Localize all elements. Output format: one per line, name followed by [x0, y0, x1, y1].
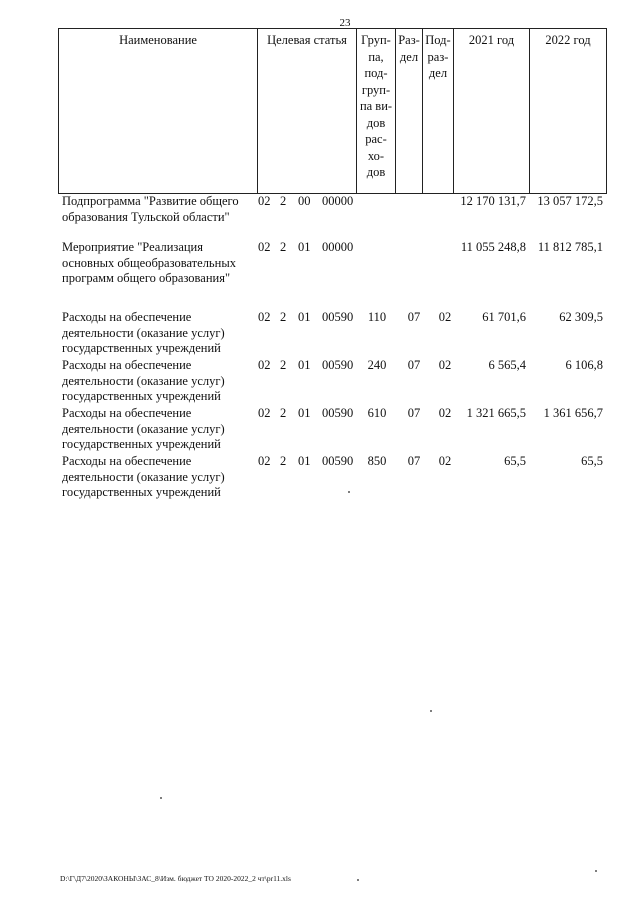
cell-direction: 00000 — [322, 194, 354, 208]
scan-speck — [348, 491, 350, 493]
header-subsection: Под- раз- дел — [423, 29, 454, 194]
cell-program: 02 — [258, 310, 271, 324]
table-body — [62, 194, 622, 502]
cell-2022: 13 057 172,5 — [537, 194, 603, 208]
header-name: Наименование — [59, 29, 258, 194]
cell-section: 07 — [407, 358, 421, 372]
cell-2021: 61 701,6 — [482, 310, 526, 324]
cell-program: 02 — [258, 454, 271, 468]
cell-2022: 65,5 — [581, 454, 603, 468]
header-group: Груп- па, под- груп- па ви- дов рас- хо- дов — [357, 29, 396, 194]
cell-section: 07 — [407, 406, 421, 420]
cell-2022: 62 309,5 — [559, 310, 603, 324]
row-name: Расходы на обеспечение деятельности (оказание услуг) государственных учреждений — [62, 454, 225, 499]
page-number: 23 — [339, 17, 351, 29]
cell-subsection: 02 — [438, 310, 452, 324]
cell-direction: 00590 — [322, 406, 354, 420]
cell-2021: 12 170 131,7 — [460, 194, 526, 208]
cell-group: 610 — [367, 406, 387, 420]
cell-event: 01 — [298, 240, 311, 254]
cell-subprogram: 2 — [280, 194, 287, 208]
table-row — [62, 310, 622, 358]
cell-subprogram: 2 — [280, 454, 287, 468]
cell-subsection: 02 — [438, 454, 452, 468]
cell-program: 02 — [258, 194, 271, 208]
header-year-2021: 2021 год — [454, 29, 530, 194]
cell-subprogram: 2 — [280, 310, 287, 324]
cell-group: 240 — [367, 358, 387, 372]
header-year-2022: 2022 год — [530, 29, 607, 194]
footer-file-path: D:\Г\Д7\2020\ЗАКОНЫ\ЗАС_8\Изм. бюджет ТО 2020-2022_2 чт\pr11.xls — [60, 874, 291, 883]
cell-event: 01 — [298, 454, 311, 468]
scan-speck — [357, 879, 359, 881]
row-name: Расходы на обеспечение деятельности (оказание услуг) государственных учреждений — [62, 310, 225, 355]
row-name: Расходы на обеспечение деятельности (оказание услуг) государственных учреждений — [62, 406, 225, 451]
cell-group: 110 — [367, 310, 387, 324]
cell-subsection: 02 — [438, 358, 452, 372]
cell-subprogram: 2 — [280, 240, 287, 254]
cell-direction: 00590 — [322, 310, 354, 324]
table-row — [62, 406, 622, 454]
table-row — [62, 454, 622, 502]
cell-program: 02 — [258, 358, 271, 372]
cell-group: 850 — [367, 454, 387, 468]
table-row — [62, 358, 622, 406]
table-row — [62, 240, 622, 310]
scan-speck — [430, 710, 432, 712]
cell-direction: 00590 — [322, 358, 354, 372]
cell-program: 02 — [258, 406, 271, 420]
cell-2022: 1 361 656,7 — [543, 406, 603, 420]
row-name: Подпрограмма "Развитие общего образования Тульской области" — [62, 194, 239, 224]
row-name: Расходы на обеспечение деятельности (оказание услуг) государственных учреждений — [62, 358, 225, 403]
cell-event: 01 — [298, 310, 311, 324]
table-row — [62, 194, 622, 240]
cell-section: 07 — [407, 454, 421, 468]
cell-event: 00 — [298, 194, 311, 208]
scan-speck — [160, 797, 162, 799]
cell-direction: 00000 — [322, 240, 354, 254]
cell-event: 01 — [298, 406, 311, 420]
cell-event: 01 — [298, 358, 311, 372]
scan-speck — [595, 870, 597, 872]
row-name: Мероприятие "Реализация основных общеобразовательных программ общего образования" — [62, 240, 236, 285]
header-section: Раз- дел — [396, 29, 423, 194]
cell-subsection: 02 — [438, 406, 452, 420]
header-target-article: Целевая статья — [258, 29, 357, 194]
cell-program: 02 — [258, 240, 271, 254]
cell-2022: 11 812 785,1 — [537, 240, 603, 254]
cell-direction: 00590 — [322, 454, 354, 468]
cell-2021: 65,5 — [504, 454, 526, 468]
cell-subprogram: 2 — [280, 358, 287, 372]
cell-2021: 1 321 665,5 — [466, 406, 526, 420]
cell-2021: 6 565,4 — [488, 358, 526, 372]
table-header — [58, 28, 607, 194]
cell-2021: 11 055 248,8 — [460, 240, 526, 254]
cell-subprogram: 2 — [280, 406, 287, 420]
cell-section: 07 — [407, 310, 421, 324]
cell-2022: 6 106,8 — [565, 358, 603, 372]
